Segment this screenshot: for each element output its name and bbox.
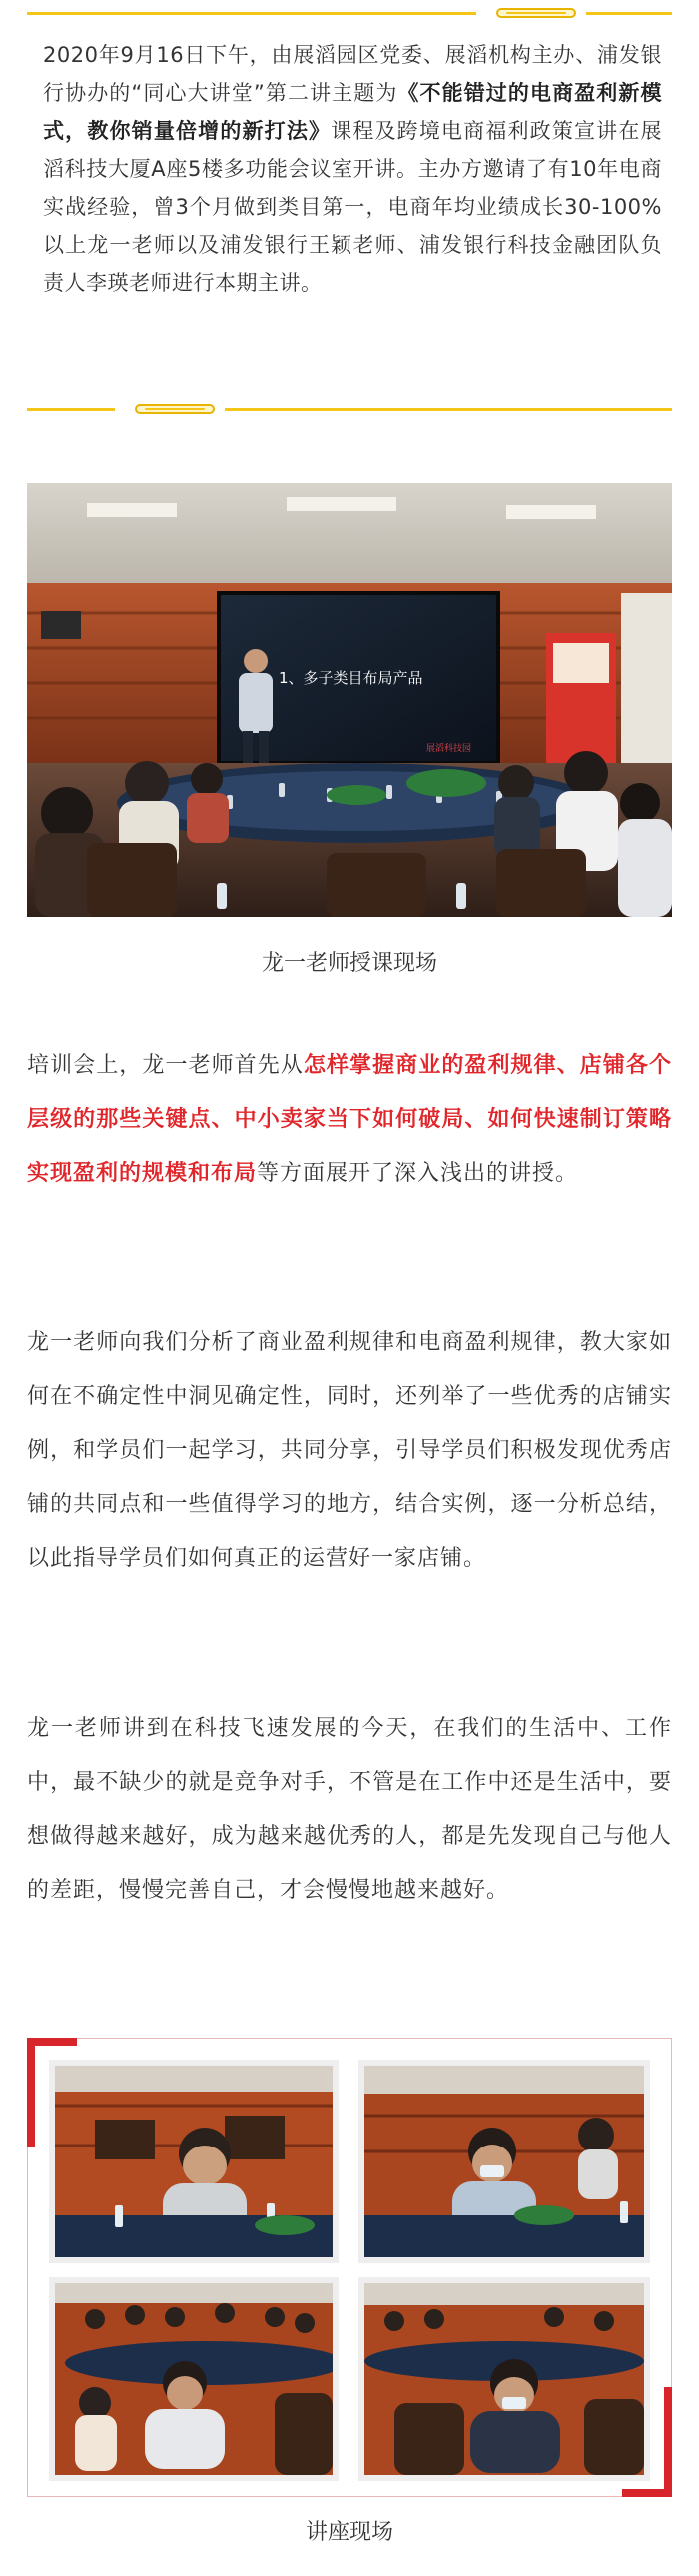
gallery-corner-bottom-v (664, 2387, 672, 2497)
gallery-corner-top-v (27, 2038, 35, 2147)
gallery-caption: 讲座现场 (305, 2520, 393, 2545)
lecture-photo-caption: 龙一老师授课现场 (261, 951, 437, 976)
attendee-photo-4-illustration (364, 2283, 644, 2475)
lecture-photo-illustration (27, 483, 672, 917)
paragraph-competition: 龙一老师讲到在科技飞速发展的今天，在我们的生活中、工作中，最不缺少的就是竞争对手，不管是在工作中还是生活中，要想做得越来越好，成为越来越优秀的人，都是先发现自己与他人的差距，慢慢完善自己，才会慢慢地越来越好。 (27, 1716, 672, 1903)
intro-paragraph (43, 36, 662, 302)
gallery-photo-3 (49, 2277, 339, 2481)
top-divider-line-left (27, 12, 476, 15)
intro-text-part1: 2020年9月16日下午，由展滔园区党委、展滔机构主办、浦发银行协办的“同心大讲堂”第二讲主题为 (43, 43, 662, 105)
paragraph-highlight: 怎样掌握商业的盈利规律、店铺各个层级的那些关键点、中小卖家当下如何破局、如何快速制订策略实现盈利的规模和布局 (27, 1053, 672, 1186)
paragraph-profit-analysis: 龙一老师向我们分析了商业盈利规律和电商盈利规律，教大家如何在不确定性中洞见确定性，同时，还列举了一些优秀的店铺实例，和学员们一起学习，共同分享，引导学员们积极发现优秀店铺的共同点和一些值得学习的地方，结合实例，逐一分析总结，以此指导学员们如何真正的运营好一家店铺。 (27, 1330, 672, 1571)
intro-section (27, 0, 672, 420)
attendee-photo-1-illustration (55, 2066, 333, 2257)
lecture-photo (27, 483, 672, 917)
gallery-frame (27, 2038, 672, 2497)
paragraph-training-overview (27, 1039, 672, 1201)
bottom-divider-pill (135, 404, 215, 414)
bottom-divider-line-right (225, 408, 672, 411)
intro-topic: 《不能错过的电商盈利新模式，教你销量倍增的新打法》 (43, 81, 662, 143)
screen-slide-logo: 展滔科技园 (426, 744, 472, 754)
top-divider-pill (496, 8, 576, 18)
paragraph-tail: 等方面展开了深入浅出的讲授。 (257, 1161, 579, 1186)
bottom-divider-line-left (27, 408, 115, 411)
gallery-photo-4 (358, 2277, 650, 2481)
attendee-photo-3-illustration (55, 2283, 333, 2475)
intro-text-part2: 课程及跨境电商福利政策宣讲在展滔科技大厦A座5楼多功能会议室开讲。主办方邀请了有10年电商实战经验，曾3个月做到类目第一，电商年均业绩成长30-100%以上龙一老师以及浦发银行王颖老师、浦发银行科技金融团队负责人李瑛老师进行本期主讲。 (43, 119, 663, 295)
screen-slide-title: 1、多子类目布局产品 (279, 669, 423, 687)
paragraph-lead: 培训会上，龙一老师首先从 (27, 1053, 304, 1078)
gallery-photo-2 (358, 2060, 650, 2263)
top-divider-line-right (586, 12, 672, 15)
attendee-photo-2-illustration (364, 2066, 644, 2257)
gallery-photo-1 (49, 2060, 339, 2263)
